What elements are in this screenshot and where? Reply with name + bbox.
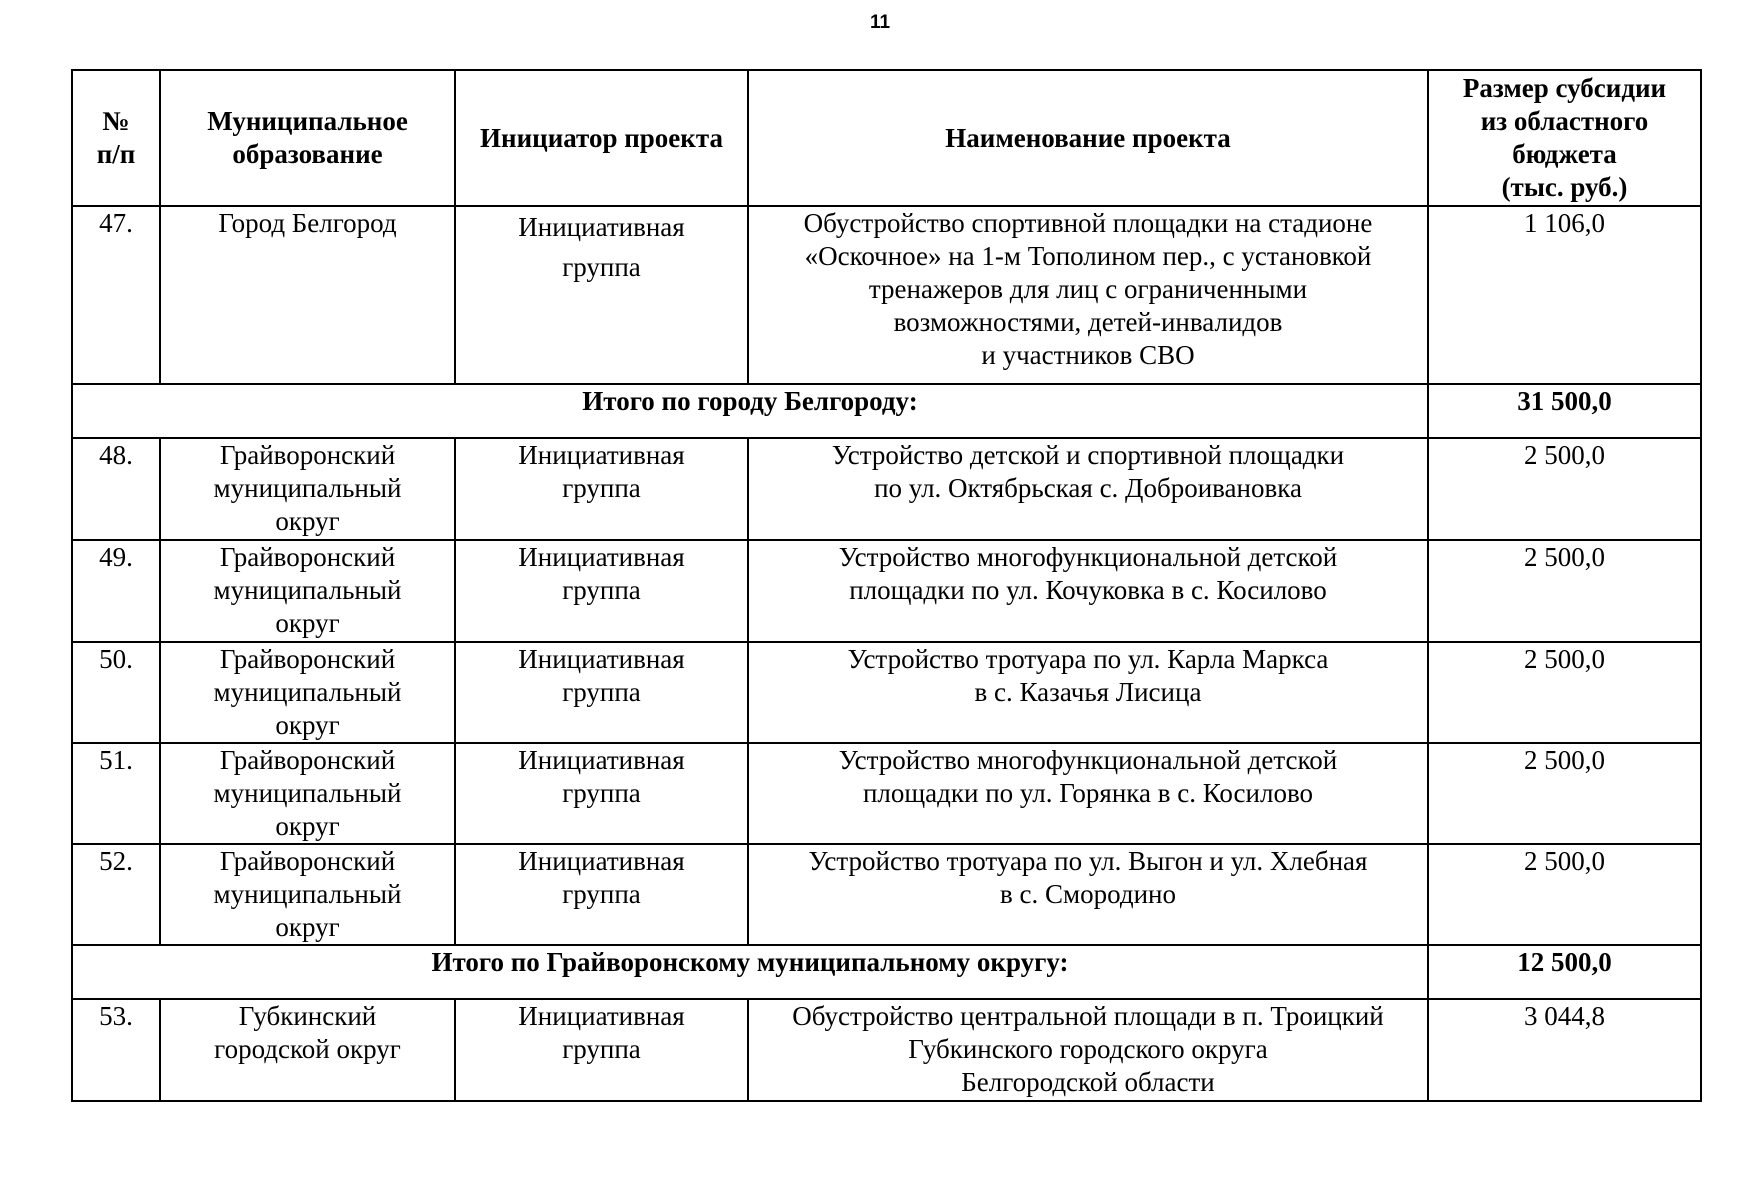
header-num: № п/п [72,70,160,206]
initiator-cell: Инициативная группа [455,206,748,384]
row-number: 48. [72,438,160,540]
municipality-cell: Грайворонский муниципальный округ [160,743,455,844]
initiator-cell: Инициативная группа [455,743,748,844]
subsidy-cell: 3 044,8 [1428,999,1701,1101]
table-row [72,999,1701,1101]
page-number: 11 [869,12,891,33]
table-row [72,206,1701,384]
row-number: 50. [72,642,160,743]
table-row [72,743,1701,844]
header-municipality: Муниципальное образование [160,70,455,206]
project-cell: Обустройство центральной площади в п. Троицкий Губкинского городского округа Белгородской области [748,999,1428,1101]
header-project: Наименование проекта [748,70,1428,206]
subsidy-cell: 2 500,0 [1428,642,1701,743]
project-cell: Устройство многофункциональной детской площадки по ул. Кочуковка в с. Косилово [748,540,1428,642]
table-row [72,540,1701,642]
initiator-cell: Инициативная группа [455,999,748,1101]
subsidy-cell: 1 106,0 [1428,206,1701,384]
header-subsidy: Размер субсидии из областного бюджета (тыс. руб.) [1428,70,1701,206]
subsidy-cell: 2 500,0 [1428,540,1701,642]
header-initiator: Инициатор проекта [455,70,748,206]
municipality-cell: Грайворонский муниципальный округ [160,844,455,945]
row-number: 52. [72,844,160,945]
subsidy-cell: 2 500,0 [1428,438,1701,540]
project-cell: Устройство тротуара по ул. Карла Маркса в с. Казачья Лисица [748,642,1428,743]
total-value-belgorod: 31 500,0 [1428,384,1701,438]
total-row [72,945,1701,999]
municipality-cell: Грайворонский муниципальный округ [160,438,455,540]
total-label-belgorod: Итого по городу Белгороду: [72,384,1428,438]
row-number: 49. [72,540,160,642]
project-cell: Устройство детской и спортивной площадки по ул. Октябрьская с. Доброивановка [748,438,1428,540]
initiator-cell: Инициативная группа [455,844,748,945]
row-number: 47. [72,206,160,384]
total-value-grayvoron: 12 500,0 [1428,945,1701,999]
initiator-cell: Инициативная группа [455,540,748,642]
subsidy-cell: 2 500,0 [1428,844,1701,945]
table-row [72,642,1701,743]
municipality-cell: Город Белгород [160,206,455,384]
municipality-cell: Грайворонский муниципальный округ [160,540,455,642]
subsidy-cell: 2 500,0 [1428,743,1701,844]
table-row [72,438,1701,540]
initiator-cell: Инициативная группа [455,438,748,540]
project-cell: Обустройство спортивной площадки на стадионе «Оскочное» на 1-м Тополином пер., с установкой тренажеров для лиц с ограниченными возможностями, детей-инвалидов и участников СВО [748,206,1428,384]
row-number: 53. [72,999,160,1101]
header-row [72,70,1701,206]
municipality-cell: Губкинский городской округ [160,999,455,1101]
initiator-cell: Инициативная группа [455,642,748,743]
total-label-grayvoron: Итого по Грайворонскому муниципальному округу: [72,945,1428,999]
subsidy-table [71,69,1702,1102]
project-cell: Устройство тротуара по ул. Выгон и ул. Хлебная в с. Смородино [748,844,1428,945]
total-row [72,384,1701,438]
municipality-cell: Грайворонский муниципальный округ [160,642,455,743]
row-number: 51. [72,743,160,844]
table-row [72,844,1701,945]
project-cell: Устройство многофункциональной детской площадки по ул. Горянка в с. Косилово [748,743,1428,844]
